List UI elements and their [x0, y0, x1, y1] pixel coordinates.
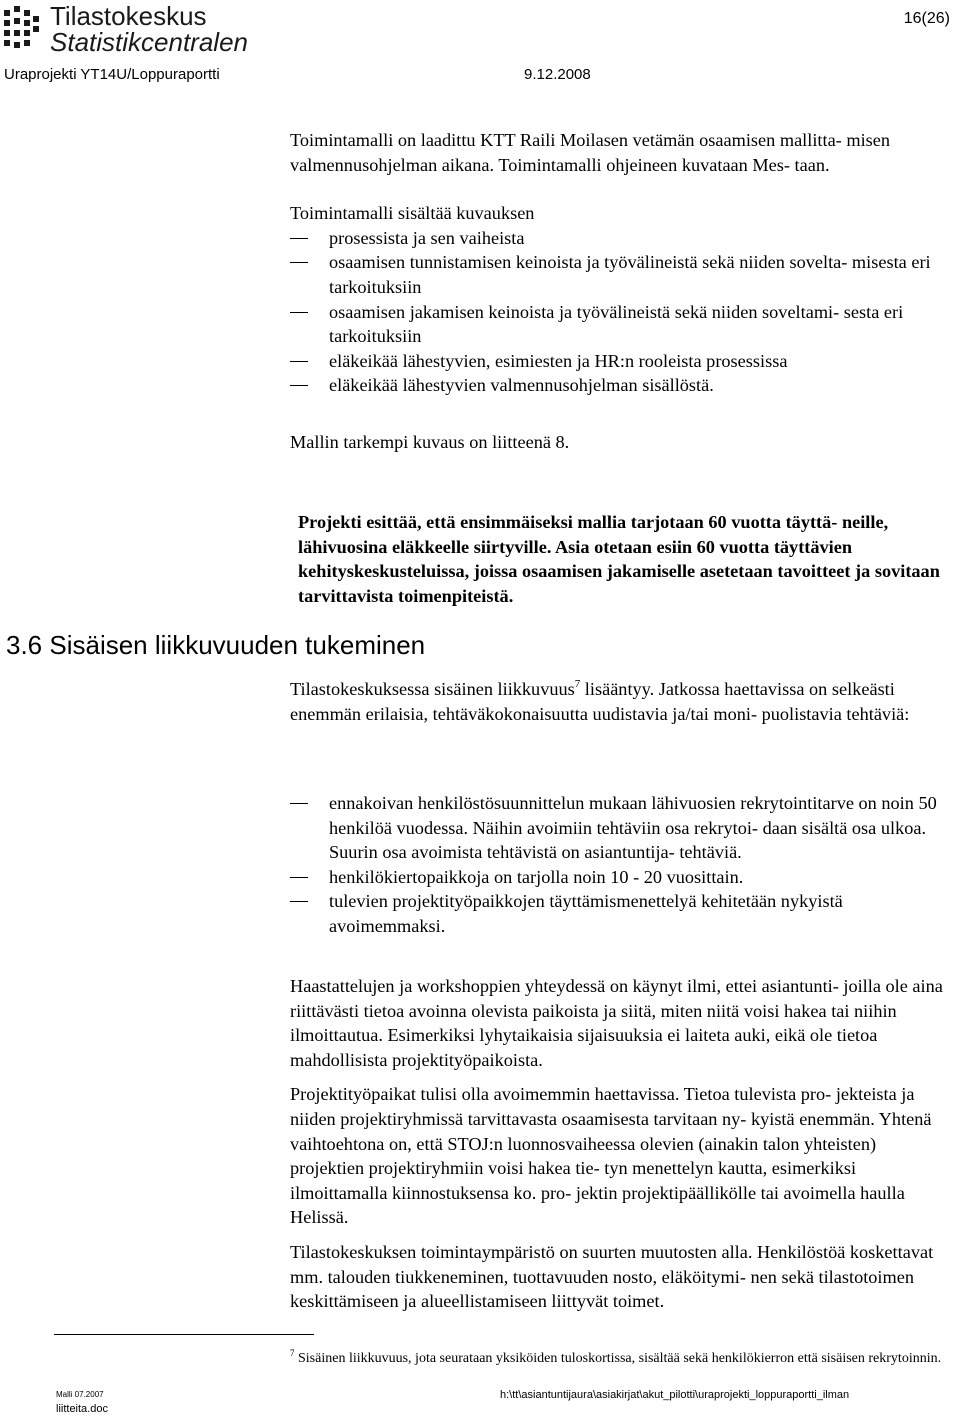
document-date: 9.12.2008 — [524, 66, 591, 83]
section-body — [290, 677, 950, 726]
logo-mark-icon — [4, 6, 40, 50]
footnote-ref[interactable]: 7 — [574, 678, 581, 690]
dash-bullet-icon — [290, 803, 308, 804]
footnote-text: Sisäinen liikkuvuus, jota seurataan yksiköiden tuloskortissa, sisältää sekä henkilökierron että sisäisen rekrytoinnin. — [298, 1351, 942, 1366]
list-item: osaamisen jakamisen keinoista ja työvälineistä sekä niiden soveltami- sesta eri tarkoituksiin — [290, 300, 950, 349]
logo-text-sv: Statistikcentralen — [50, 27, 248, 57]
intro-paragraph: Toimintamalli on laadittu KTT Raili Moilasen vetämän osaamisen mallitta- misen valmennusohjelman aikana. Toimintamalli ohjeineen kuvataan Mes- taan. — [290, 130, 891, 175]
dash-bullet-icon — [290, 238, 308, 239]
model-reference: Mallin tarkempi kuvaus on liitteenä 8. — [290, 431, 570, 452]
document-path: h:\tt\asiantuntijaura\asiakirjat\akut_pilotti\uraprojekti_loppuraportti_ilman — [500, 1389, 850, 1401]
logo — [4, 1, 254, 57]
dash-bullet-icon — [290, 901, 308, 902]
dash-bullet-icon — [290, 312, 308, 313]
mobility-paragraph: Tilastokeskuksessa sisäinen liikkuvuus$^7$ lisääntyy. Jatkossa haettavissa on selkeästi enemmän erilaisia, tehtäväkokonaisuutta uudistavia ja/tai moni- puolistavia tehtäviä: — [290, 678, 910, 724]
dash-bullet-icon — [290, 877, 308, 878]
project-jobs-paragraph: Projektityöpaikat tulisi olla avoimemmin haettavissa. Tietoa tulevista pro- jekteista ja niiden projektiryhmissä tarvittavasta osaamisesta tarvitaan ny- kyistä enemmän. Yhtenä vaihtoehtona on, että STOJ:n luonnosvaiheessa olevien (ainakin talon yhteisten) projektien projektiryhmiin voisi hakea tie- tyn menettelyn kautta, esimerkiksi ilmoittamalla kiinnostuksensa ko. pro- jektin projektipäällikölle tai avoimella haulla Helissä. — [290, 1084, 932, 1228]
template-version: Malli 07.2007 — [56, 1390, 104, 1399]
proposal-paragraph: Projekti esittää, että ensimmäiseksi mallia tarjotaan 60 vuotta täyttä- neille, lähivuosina eläkkeelle siirtyville. Asia otetaan esiin 60 vuotta täyttävien kehityskeskusteluissa, joissa osaamisen jakamiselle asetetaan tavoitteet ja sovitaan tarvittavista toimenpiteistä. — [298, 512, 940, 606]
dash-bullet-icon — [290, 361, 308, 362]
footnote-divider — [54, 1334, 314, 1335]
model-contents-lead: Toimintamalli sisältää kuvauksen — [290, 203, 535, 224]
list-item: ennakoivan henkilöstösuunnittelun mukaan lähivuosien rekrytointitarve on noin 50 henkilöä vuodessa. Näihin avoimiin tehtäviin osa rekrytoi- daan sisältä osa ulkoa. Suurin osa avoimista tehtävistä on asiantuntija- tehtäviä. — [290, 791, 950, 865]
list-item: henkilökiertopaikkoja on tarjolla noin 10 - 20 vuosittain. — [290, 865, 950, 890]
footnote — [290, 1350, 960, 1368]
intro-section — [290, 128, 950, 455]
dash-bullet-icon — [290, 262, 308, 263]
list-item: tulevien projektityöpaikkojen täyttämismenettelyä kehitetään nykyistä avoimemmaksi. — [290, 889, 950, 938]
list-item: prosessista ja sen vaiheista — [290, 226, 950, 251]
mobility-list — [290, 791, 950, 939]
section-paragraphs — [290, 974, 950, 1314]
list-item: osaamisen tunnistamisen keinoista ja työvälineistä sekä niiden sovelta- misesta eri tarkoituksiin — [290, 250, 950, 299]
project-title: Uraprojekti YT14U/Loppuraportti — [4, 66, 220, 83]
document-filename: liitteita.doc — [56, 1403, 108, 1415]
list-item: eläkeikää lähestyvien valmennusohjelman sisällöstä. — [290, 373, 950, 398]
interviews-paragraph: Haastattelujen ja workshoppien yhteydessä on käynyt ilmi, ettei asiantunti- joilla ole aina riittävästi tietoa avoinna olevista paikoista ja siitä, miten niitä voisi hakea tai niihin ilmoittautua. Esimerkiksi lyhytaikaisia sijaisuuksia ei laiteta auki, eikä ole tietoa mahdollisista projektityöpaikoista. — [290, 976, 943, 1070]
model-contents-list — [290, 226, 950, 398]
environment-paragraph: Tilastokeskuksen toimintaympäristö on suurten muutosten alla. Henkilöstöä koskettavat mm. talouden tiukkeneminen, tuottavuuden nosto, eläköitymi- nen sekä tilastotoimen keskittämiseen ja alueellistamiseen liittyvät toimet. — [290, 1241, 934, 1312]
list-item: eläkeikää lähestyvien, esimiesten ja HR:n rooleista prosessissa — [290, 349, 950, 374]
dash-bullet-icon — [290, 385, 308, 386]
section-heading: 3.6 Sisäisen liikkuvuuden tukeminen — [6, 630, 426, 660]
footnote-number: 7 — [290, 1348, 295, 1358]
logo-text-fi: Tilastokeskus — [50, 1, 207, 31]
page-number: 16(26) — [903, 10, 950, 27]
